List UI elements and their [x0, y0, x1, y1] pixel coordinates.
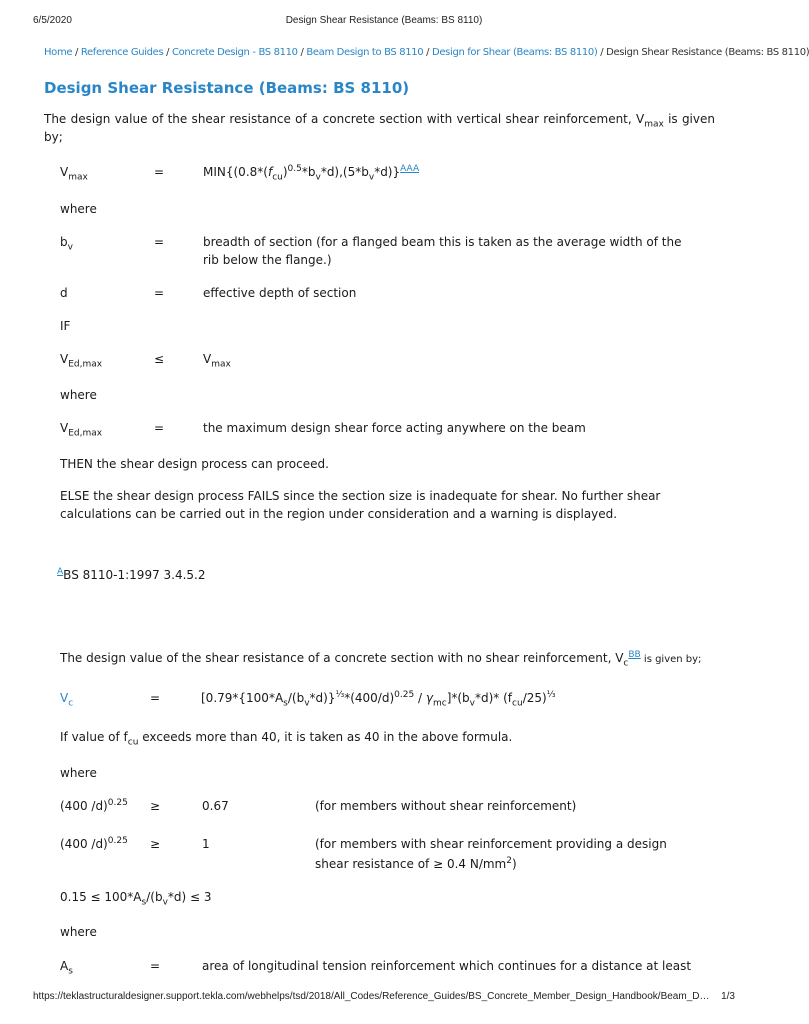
- breadcrumb-reference-guides[interactable]: Reference Guides: [80, 47, 164, 58]
- where-label: where: [60, 388, 97, 402]
- ved-equals: =: [154, 421, 165, 435]
- page-number: 1/3: [721, 991, 735, 1002]
- vmax-formula: $MIN\{(0.8*(f_{cu})^{0.5}*b_v*d),(5*b_v*d)\}^{AAA}$: [203, 164, 420, 183]
- intro-paragraph: [44, 110, 715, 146]
- print-header: [0, 15, 768, 29]
- breadcrumb-separator: /: [72, 47, 81, 58]
- breadcrumb-current: Design Shear Resistance (Beams: BS 8110): [606, 47, 809, 58]
- cond2-value: 1: [202, 837, 210, 851]
- footnote-anchor-a[interactable]: A: [57, 567, 64, 577]
- fcu-note: If value of $f_{cu}$ exceeds more than 40, it is taken as 40 in the above formula.: [60, 730, 513, 748]
- print-footer: [0, 991, 768, 1005]
- cond1-note: (for members without shear reinforcement): [315, 799, 577, 813]
- cond1-expression: (400 /d)$^{0.25}$: [60, 798, 128, 813]
- vc-formula: $[0.79*\{100*A_s/(b_v*d)\}^{\frac{1}{3}}*(400/d)^{0.25} / \gamma_{mc}]*(b_v*d)*$ $(f_{cu}/25)^{\frac{1}{3}}$: [201, 690, 556, 709]
- vmax-limit: $V_{max}$: [203, 352, 231, 370]
- breadcrumb: [44, 47, 809, 58]
- vmax-equals: =: [154, 165, 165, 179]
- as-equals: =: [150, 959, 161, 973]
- cond2-expression: (400 /d)$^{0.25}$: [60, 836, 128, 851]
- vc-intro: The design value of the shear resistance of a concrete section with no shear reinforcement, $V_c^{BB}$ is given by;: [60, 650, 702, 669]
- where-label: where: [60, 925, 97, 939]
- breadcrumb-separator: /: [597, 47, 607, 58]
- as-description: area of longitudinal tension reinforcement which continues for a distance at least: [202, 959, 692, 973]
- as-symbol: $A_s$: [60, 959, 73, 977]
- bv-description: breadth of section (for a flanged beam this is taken as the average width of the rib below the flange.): [203, 235, 682, 267]
- if-label: IF: [60, 319, 71, 333]
- reinforcement-ratio-range: $0.15 \le 100*A_s/(b_v*d) \le 3$: [60, 890, 212, 908]
- footnote-ref-bb[interactable]: BB: [628, 650, 641, 660]
- vc-symbol: $V_c$: [60, 691, 74, 709]
- cond2-note-line2: shear resistance of ≥ 0.4 $N/mm^2$): [315, 856, 517, 871]
- page-title: Design Shear Resistance (Beams: BS 8110): [44, 79, 410, 97]
- breadcrumb-design-for-shear[interactable]: Design for Shear (Beams: BS 8110): [432, 47, 598, 58]
- vc-equals: =: [150, 691, 161, 705]
- where-label: where: [60, 766, 97, 780]
- footnote: [57, 566, 206, 584]
- breadcrumb-home[interactable]: Home: [44, 47, 73, 58]
- breadcrumb-beam-design[interactable]: Beam Design to BS 8110: [306, 47, 424, 58]
- bv-equals: =: [154, 235, 165, 249]
- vmax-symbol: $V_{max}$: [60, 165, 88, 183]
- intro-sub: max: [644, 119, 664, 130]
- breadcrumb-separator: /: [423, 47, 432, 58]
- print-date: 6/5/2020: [33, 15, 72, 26]
- footnote-text: BS 8110-1:1997 3.4.5.2: [63, 568, 206, 582]
- breadcrumb-separator: /: [163, 47, 173, 58]
- d-equals: =: [154, 286, 165, 300]
- breadcrumb-separator: /: [297, 47, 307, 58]
- intro-text: The design value of the shear resistance of a concrete section with vertical shear reinforcement, V: [44, 112, 645, 126]
- where-label: where: [60, 202, 97, 216]
- d-description: effective depth of section: [203, 286, 357, 300]
- print-title: Design Shear Resistance (Beams: BS 8110): [285, 15, 483, 26]
- d-symbol: d: [60, 286, 68, 300]
- ved-max-symbol: $V_{Ed,max}$: [60, 421, 103, 439]
- print-url: https://teklastructuraldesigner.support.tekla.com/webhelps/tsd/2018/All_Codes/Reference_Guides/BS_Concrete_Member_Design_Handbook/Beam_D…: [33, 991, 710, 1002]
- cond2-operator: ≥: [150, 837, 161, 851]
- intro-tail: is given by;: [44, 112, 715, 144]
- ved-description: the maximum design shear force acting anywhere on the beam: [203, 421, 586, 435]
- cond1-operator: ≥: [150, 799, 161, 813]
- bv-symbol: $b_v$: [60, 235, 73, 253]
- ved-max-symbol: $V_{Ed,max}$: [60, 352, 103, 370]
- breadcrumb-concrete-design[interactable]: Concrete Design - BS 8110: [172, 47, 298, 58]
- le-operator: ≤: [154, 352, 165, 366]
- else-statement: ELSE the shear design process FAILS since the section size is inadequate for shear. No further shear calculations can be carried out in the region under consideration and a warning is displayed.: [60, 489, 661, 521]
- cond1-value: 0.67: [202, 799, 229, 813]
- then-statement: THEN the shear design process can proceed.: [60, 457, 329, 471]
- cond2-note-line1: (for members with shear reinforcement providing a design: [315, 837, 667, 851]
- footnote-ref-aaa[interactable]: AAA: [400, 164, 420, 174]
